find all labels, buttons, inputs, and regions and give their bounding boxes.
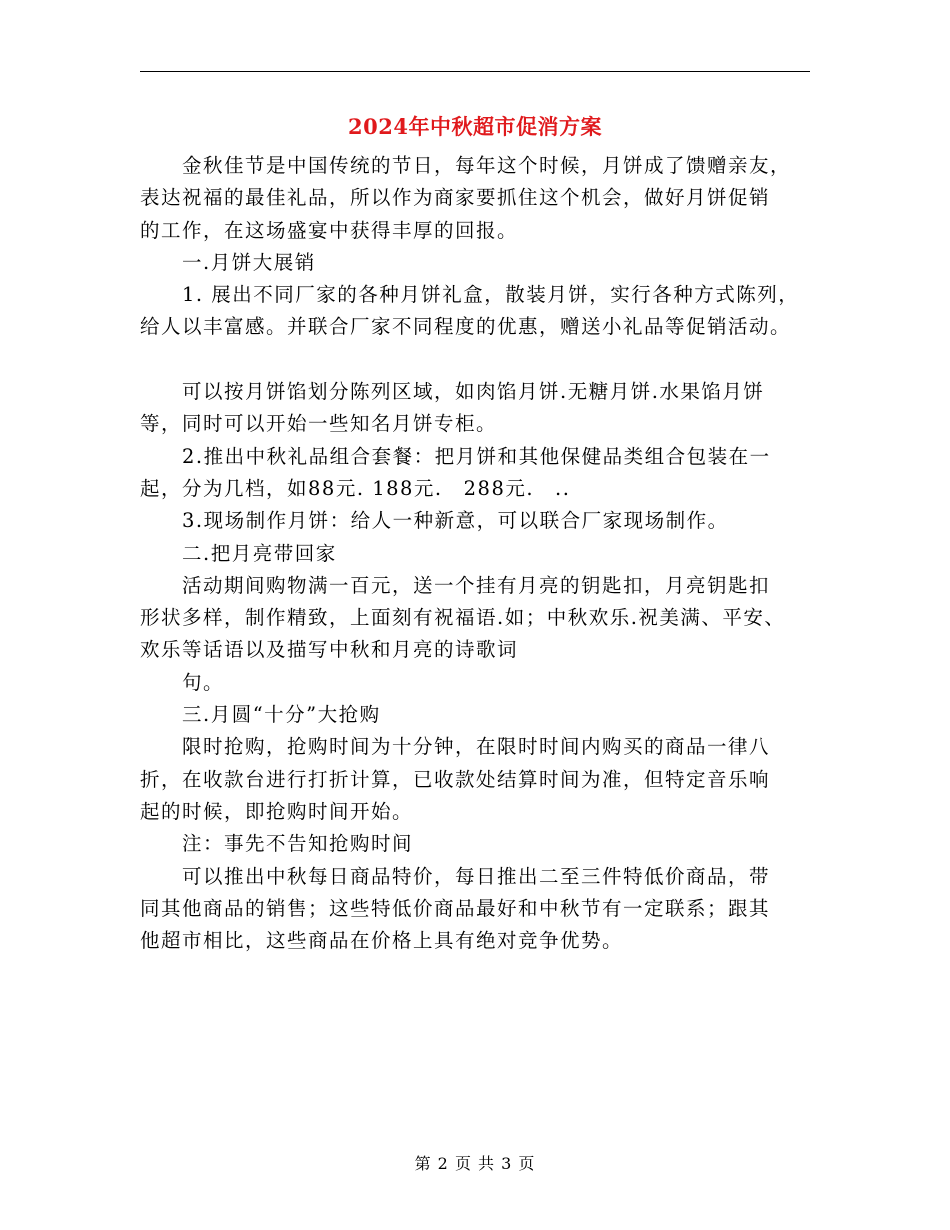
paragraph-line: 形状多样，制作精致，上面刻有祝福语.如；中秋欢乐.祝美满、平安、 — [140, 606, 786, 630]
paragraph-line: 1. 展出不同厂家的各种月饼礼盒，散装月饼，实行各种方式陈列， — [140, 283, 800, 307]
paragraph-line: 金秋佳节是中国传统的节日，每年这个时候，月饼成了馈赠亲友， — [140, 154, 792, 177]
section-heading-3: 三.月圆“十分”大抢购 — [140, 703, 381, 727]
section-heading-1: 一.月饼大展销 — [140, 250, 316, 274]
paragraph-line: 同其他商品的销售；这些特低价商品最好和中秋节有一定联系；跟其 — [140, 896, 771, 920]
paragraph-line: 活动期间购物满一百元，送一个挂有月亮的钥匙扣，月亮钥匙扣 — [140, 573, 771, 597]
paragraph-line: 表达祝福的最佳礼品，所以作为商家要抓住这个机会，做好月饼促销 — [140, 186, 771, 210]
paragraph-line: 起，分为几档，如88元. 188元. 288元. .. — [140, 476, 571, 500]
header-rule — [140, 71, 810, 72]
paragraph-line: 折，在收款台进行打折计算，已收款处结算时间为准，但特定音乐响 — [140, 767, 771, 791]
paragraph-line: 可以按月饼馅划分陈列区域，如肉馅月饼.无糖月饼.水果馅月饼 — [140, 380, 765, 404]
paragraph-line: 起的时候，即抢购时间开始。 — [140, 799, 414, 823]
document-body — [140, 150, 810, 957]
paragraph-line: 欢乐等话语以及描写中秋和月亮的诗歌词 — [140, 638, 519, 662]
paragraph-line: 他超市相比，这些商品在价格上具有绝对竞争优势。 — [140, 929, 624, 953]
paragraph-line: 句。 — [140, 670, 225, 694]
section-heading-2: 二.把月亮带回家 — [140, 541, 337, 565]
document-title: 2024年中秋超市促消方案 — [348, 114, 602, 139]
paragraph-line: 可以推出中秋每日商品特价，每日推出二至三件特低价商品，带 — [140, 864, 771, 888]
paragraph-line: 3.现场制作月饼：给人一种新意，可以联合厂家现场制作。 — [140, 509, 729, 533]
paragraph-line: 2.推出中秋礼品组合套餐：把月饼和其他保健品类组合包装在一 — [140, 444, 771, 468]
paragraph-line: 限时抢购，抢购时间为十分钟，在限时时间内购买的商品一律八 — [140, 735, 771, 759]
blank-line — [140, 344, 810, 376]
paragraph-line: 给人以丰富感。并联合厂家不同程度的优惠，赠送小礼品等促销活动。 — [140, 315, 792, 339]
paragraph-line: 等，同时可以开始一些知名月饼专柜。 — [140, 412, 498, 436]
note-line: 注：事先不告知抢购时间 — [140, 832, 414, 856]
paragraph-line: 的工作，在这场盛宴中获得丰厚的回报。 — [140, 218, 519, 242]
page-number: 第 2 页 共 3 页 — [414, 1154, 536, 1173]
